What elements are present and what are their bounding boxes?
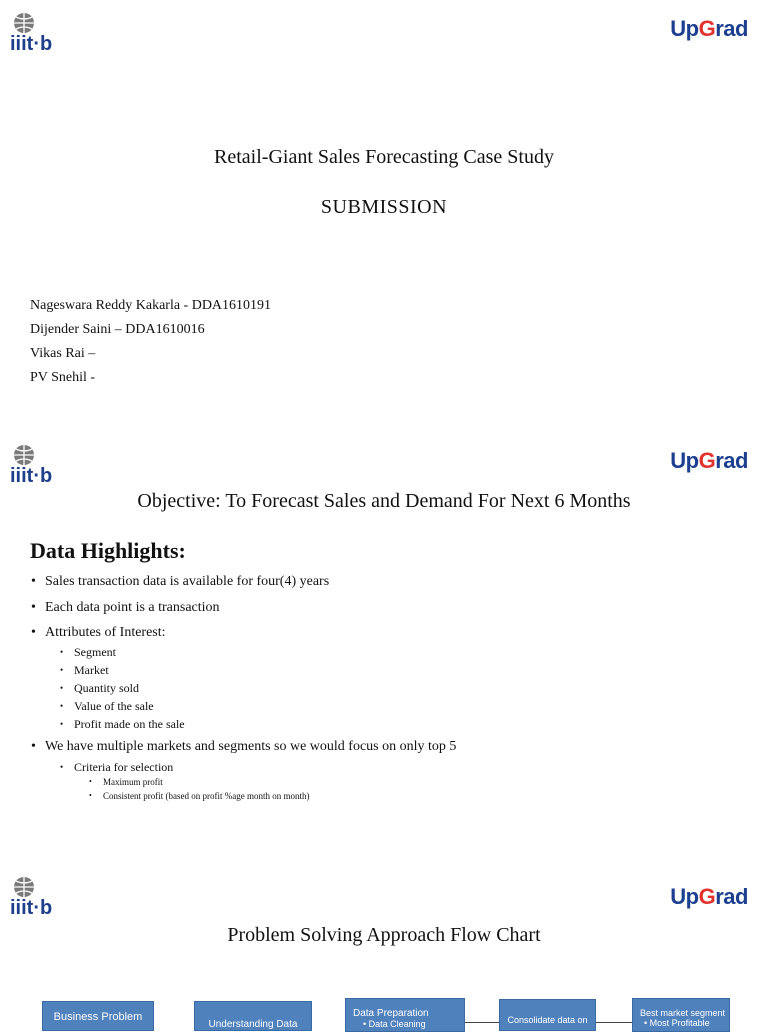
flow-box-business-problem: Business Problem [42,1001,154,1031]
bullet-item: • Attributes of Interest: [31,625,166,640]
iiitb-logo [10,12,74,54]
bullet-item: • Each data point is a transaction [31,600,220,615]
sub-sub-bullet-item: • Maximum profit [89,777,163,787]
bullet-item: • We have multiple markets and segments so we would focus on only top 5 [31,739,457,754]
sub-bullet-item: • Market [60,663,109,677]
flow-chart-title: Problem Solving Approach Flow Chart [227,924,541,946]
svg-text:iiit·b: iiit·b [10,465,53,486]
presentation-subtitle: SUBMISSION [320,196,448,218]
author-list [30,294,271,390]
upgrad-logo: UpGrad [670,16,748,41]
flow-arrow [596,1022,632,1023]
flow-box-consolidate-data: Consolidate data on [499,999,596,1031]
author-line: Dijender Saini – DDA1610016 [30,322,205,337]
objective-heading: Objective: To Forecast Sales and Demand For Next 6 Months [137,490,631,512]
sub-sub-bullet-item: • Consistent profit (based on profit %age month on month) [89,791,310,801]
author-line: Vikas Rai – [30,346,96,361]
data-highlights-heading: Data Highlights: [30,538,186,563]
sub-bullet-item: • Criteria for selection [60,760,174,774]
flow-arrow [465,1022,499,1023]
sub-bullet-item: • Value of the sale [60,699,154,713]
slide-title [0,0,768,432]
author-line: PV Snehil - [30,370,96,385]
bullet-item: • Sales transaction data is available for four(4) years [31,574,330,589]
sub-bullet-item: • Segment [60,645,116,659]
svg-text:iiit·b: iiit·b [10,33,53,54]
flow-box-data-preparation: Data Preparation • Data Cleaning [345,998,465,1032]
upgrad-logo: UpGrad [670,448,748,473]
flow-box-understanding-data: Understanding Data [194,1001,312,1031]
author-line: Nageswara Reddy Kakarla - DDA1610191 [30,298,272,313]
sub-bullet-item: • Quantity sold [60,681,139,695]
svg-text:iiit·b: iiit·b [10,897,53,918]
iiitb-logo [10,444,74,486]
iiitb-logo [10,876,74,918]
sub-bullet-item: • Profit made on the sale [60,717,185,731]
flow-box-best-market-segment: Best market segment • Most Profitable [632,998,730,1032]
presentation-title: Retail-Giant Sales Forecasting Case Study [214,146,554,168]
upgrad-logo: UpGrad [670,884,748,909]
